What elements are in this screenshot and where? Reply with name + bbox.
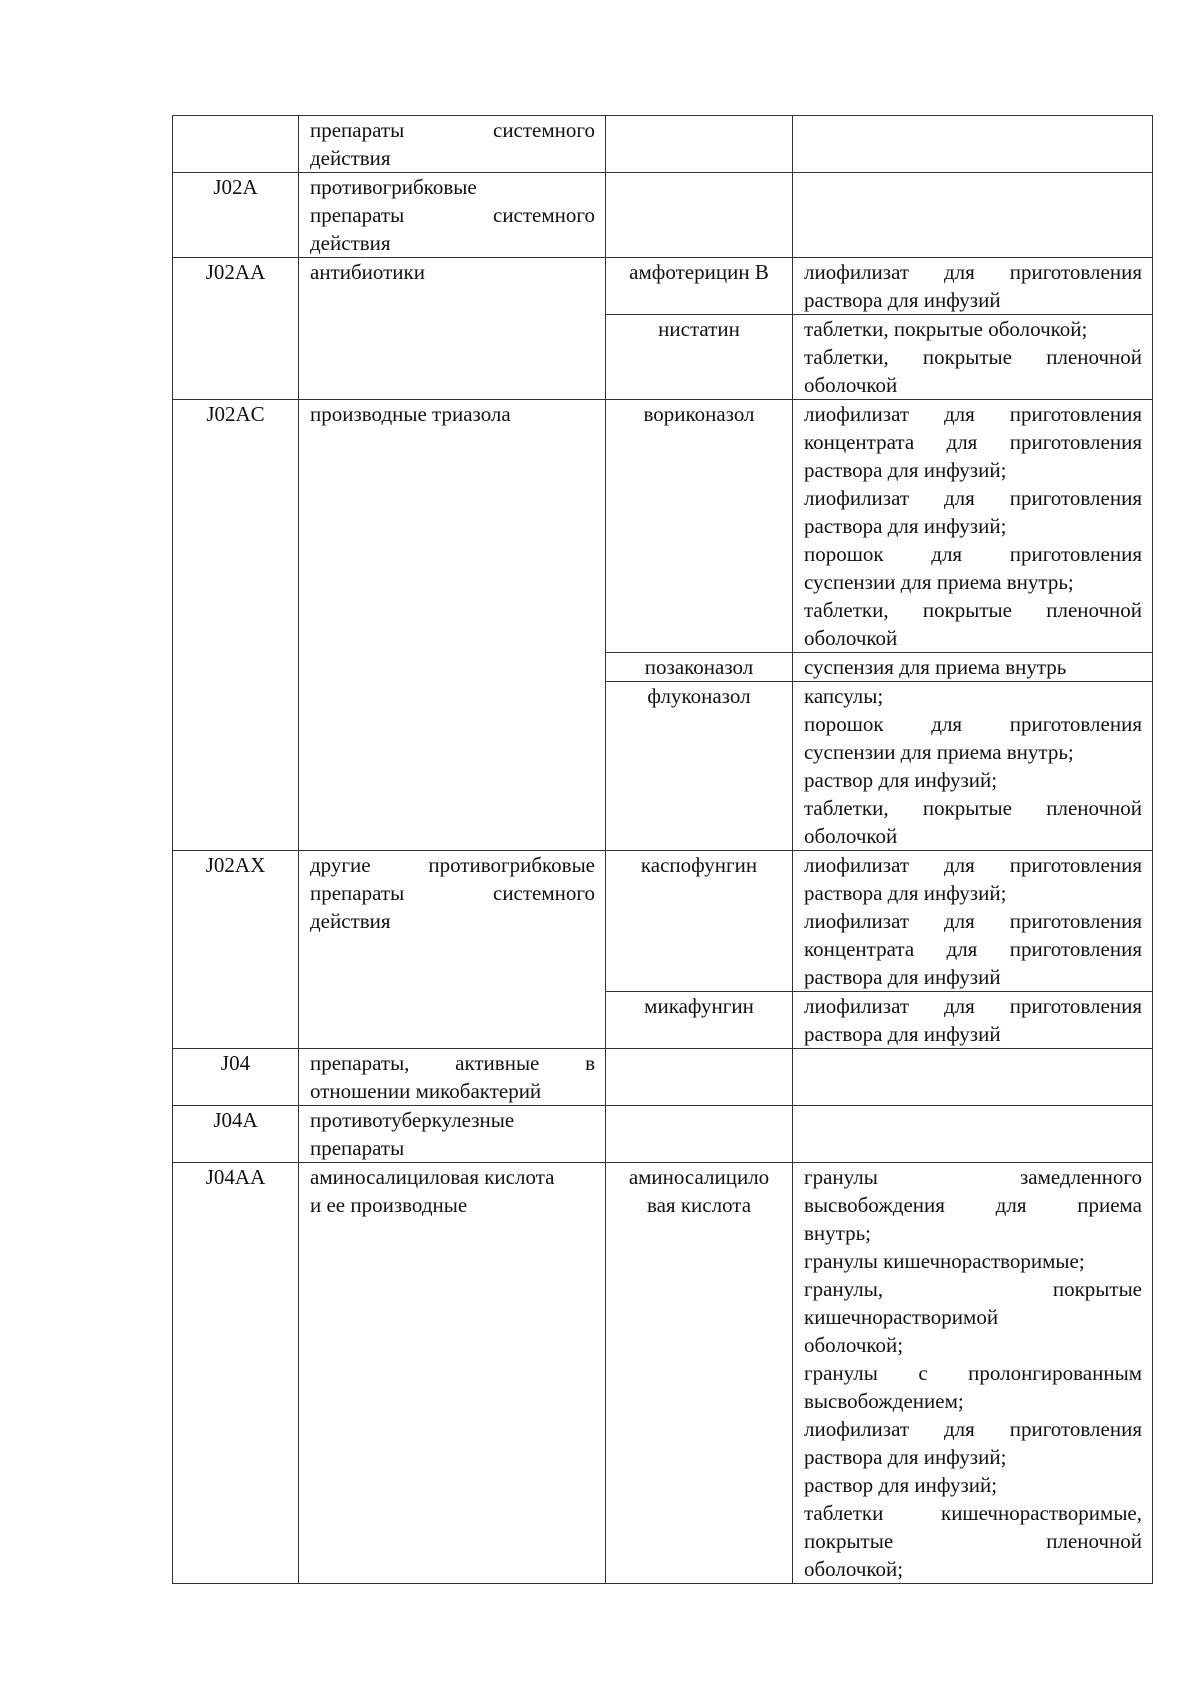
group-cell — [299, 116, 606, 173]
form-line: гранулы кишечнорастворимые; — [804, 1249, 1085, 1273]
dosage-form-cell — [793, 992, 1153, 1049]
drug-name-cell — [606, 1049, 793, 1106]
atc-code-cell: J04AA — [173, 1163, 299, 1584]
form-line: концентрата для приготовления — [804, 937, 1142, 961]
group-cell — [299, 1163, 606, 1584]
form-line: гранулы замедленного — [804, 1165, 1142, 1189]
form-line: капсулы; — [804, 684, 884, 708]
table-row — [173, 1106, 1153, 1163]
group-line: и ее производные — [310, 1193, 468, 1217]
form-line: раствора для инфузий — [804, 1022, 1001, 1046]
atc-code-cell: J02AX — [173, 851, 299, 1049]
drug-name-cell — [606, 653, 793, 682]
form-line: раствора для инфузий — [804, 288, 1001, 312]
drug-name-cell — [606, 851, 793, 992]
form-line: оболочкой; — [804, 1557, 904, 1581]
form-line: оболочкой — [804, 373, 898, 397]
form-line: концентрата для приготовления — [804, 430, 1142, 454]
table-row — [173, 400, 1153, 653]
form-line: раствора для инфузий; — [804, 458, 1007, 482]
form-line: лиофилизат для приготовления — [804, 402, 1142, 426]
form-line: раствор для инфузий; — [804, 768, 998, 792]
group-line: действия — [310, 909, 391, 933]
group-line: препараты системного — [310, 881, 595, 905]
form-line: лиофилизат для приготовления — [804, 853, 1142, 877]
group-cell — [299, 258, 606, 400]
form-line: высвобождения для приема — [804, 1193, 1142, 1217]
form-line: лиофилизат для приготовления — [804, 486, 1142, 510]
drug-name-cell — [606, 992, 793, 1049]
form-line: суспензии для приема внутрь; — [804, 740, 1074, 764]
dosage-form-cell — [793, 173, 1153, 258]
atc-code-cell: J02AC — [173, 400, 299, 851]
form-line: раствор для инфузий; — [804, 1473, 998, 1497]
dosage-form-cell — [793, 1163, 1153, 1584]
group-line: другие противогрибковые — [310, 853, 595, 877]
form-line: таблетки, покрытые пленочной — [804, 796, 1142, 820]
atc-code-cell — [173, 116, 299, 173]
dosage-form-cell — [793, 653, 1153, 682]
drug-name-cell — [606, 173, 793, 258]
table-row — [173, 116, 1153, 173]
form-line: покрытые пленочной — [804, 1529, 1142, 1553]
form-line: раствора для инфузий; — [804, 1445, 1007, 1469]
group-cell — [299, 1049, 606, 1106]
drug-name-line: амфотерицин B — [629, 260, 769, 284]
form-line: высвобождением; — [804, 1389, 964, 1413]
table-row — [173, 173, 1153, 258]
form-line: оболочкой — [804, 626, 898, 650]
drug-name-line: вориконазол — [643, 402, 755, 426]
form-line: оболочкой — [804, 824, 898, 848]
drug-name-line: каспофунгин — [640, 853, 758, 877]
atc-code-cell: J04 — [173, 1049, 299, 1106]
table-row — [173, 258, 1153, 315]
form-line: раствора для инфузий — [804, 965, 1001, 989]
group-cell — [299, 851, 606, 1049]
form-line: таблетки, покрытые оболочкой; — [804, 317, 1088, 341]
drug-table — [172, 115, 1153, 1584]
dosage-form-cell — [793, 851, 1153, 992]
drug-name-line: микафунгин — [644, 994, 754, 1018]
drug-name-line: нистатин — [658, 317, 740, 341]
form-line: порошок для приготовления — [804, 542, 1142, 566]
form-line: суспензии для приема внутрь; — [804, 570, 1074, 594]
form-line: лиофилизат для приготовления — [804, 994, 1142, 1018]
dosage-form-cell — [793, 400, 1153, 653]
drug-name-cell — [606, 258, 793, 315]
dosage-form-cell — [793, 315, 1153, 400]
dosage-form-cell — [793, 1049, 1153, 1106]
table-row — [173, 1049, 1153, 1106]
group-cell — [299, 173, 606, 258]
group-cell — [299, 400, 606, 851]
group-line: действия — [310, 146, 391, 170]
group-line: аминосалициловая кислота — [310, 1165, 555, 1189]
drug-name-line: флуконазол — [647, 684, 751, 708]
form-line: таблетки, покрытые пленочной — [804, 345, 1142, 369]
group-line: отношении микобактерий — [310, 1079, 542, 1103]
form-line: лиофилизат для приготовления — [804, 909, 1142, 933]
form-line: оболочкой; — [804, 1333, 904, 1357]
form-line: раствора для инфузий; — [804, 514, 1007, 538]
group-line: противотуберкулезные — [310, 1108, 515, 1132]
table-row — [173, 851, 1153, 992]
form-line: раствора для инфузий; — [804, 881, 1007, 905]
form-line: таблетки, покрытые пленочной — [804, 598, 1142, 622]
form-line: кишечнорастворимой — [804, 1305, 999, 1329]
drug-name-cell — [606, 1106, 793, 1163]
dosage-form-cell — [793, 116, 1153, 173]
atc-code-cell: J04A — [173, 1106, 299, 1163]
group-line: противогрибковые — [310, 175, 477, 199]
drug-name-line: аминосалицило — [628, 1165, 770, 1189]
table-row — [173, 1163, 1153, 1584]
form-line: суспензия для приема внутрь — [804, 655, 1067, 679]
drug-name-cell — [606, 116, 793, 173]
group-line: производные триазола — [310, 402, 511, 426]
group-line: препараты — [310, 1136, 405, 1160]
atc-code-cell: J02A — [173, 173, 299, 258]
drug-name-cell — [606, 400, 793, 653]
dosage-form-cell — [793, 682, 1153, 851]
group-cell — [299, 1106, 606, 1163]
form-line: лиофилизат для приготовления — [804, 260, 1142, 284]
drug-name-line: вая кислота — [646, 1193, 752, 1217]
dosage-form-cell — [793, 258, 1153, 315]
group-line: препараты, активные в — [310, 1051, 595, 1075]
atc-code-cell: J02AA — [173, 258, 299, 400]
group-line: антибиотики — [310, 260, 425, 284]
drug-name-cell — [606, 315, 793, 400]
form-line: порошок для приготовления — [804, 712, 1142, 736]
form-line: гранулы, покрытые — [804, 1277, 1142, 1301]
group-line: препараты системного — [310, 118, 595, 142]
drug-name-cell — [606, 682, 793, 851]
drug-name-line: позаконазол — [644, 655, 754, 679]
form-line: гранулы с пролонгированным — [804, 1361, 1142, 1385]
form-line: лиофилизат для приготовления — [804, 1417, 1142, 1441]
group-line: препараты системного — [310, 203, 595, 227]
group-line: действия — [310, 231, 391, 255]
form-line: таблетки кишечнорастворимые, — [804, 1501, 1142, 1525]
form-line: внутрь; — [804, 1221, 871, 1245]
dosage-form-cell — [793, 1106, 1153, 1163]
drug-name-cell — [606, 1163, 793, 1584]
